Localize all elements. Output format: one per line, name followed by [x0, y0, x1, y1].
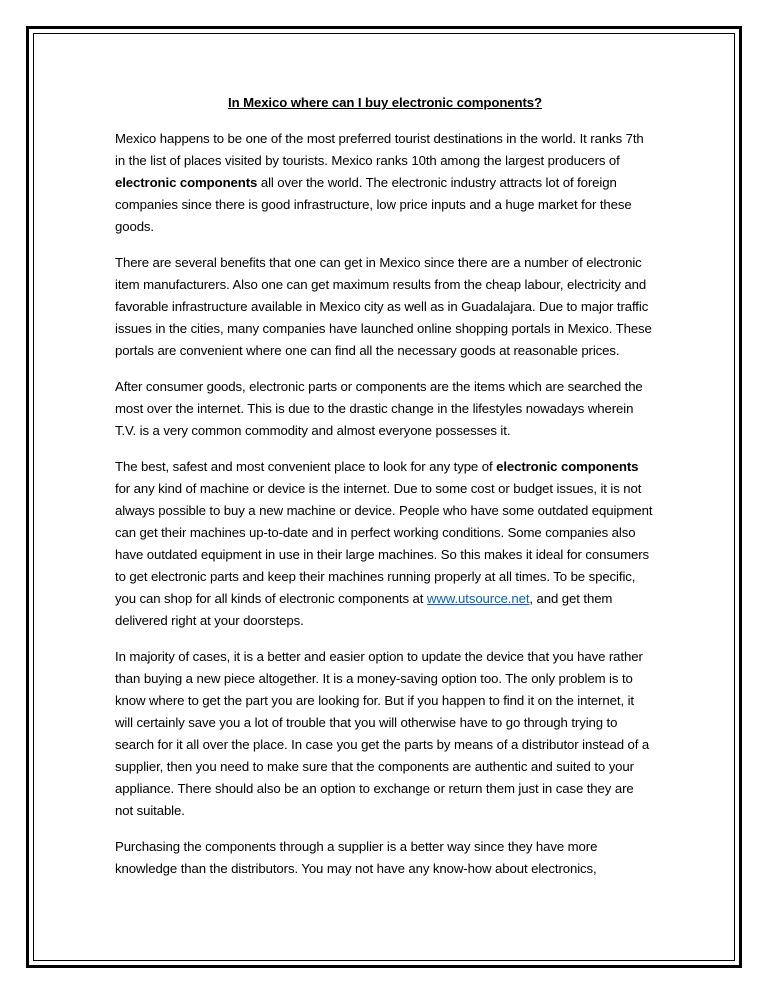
paragraph-1-text-before: Mexico happens to be one of the most preferred tourist destinations in the world. It ranks 7th in the list of places visited by tourists. Mexico ranks 10th among the largest producers of — [115, 131, 644, 168]
paragraph-2: There are several benefits that one can get in Mexico since there are a number of electronic item manufacturers. Also one can get maximum results from the cheap labour, electricity and favorable infrastructure available in Mexico city as well as in Guadalajara. Due to major traffic issues in the cities, many companies have launched online shopping portals in Mexico. These portals are convenient where one can find all the necessary goods at reasonable prices. — [115, 255, 652, 358]
paragraph-4 — [115, 456, 655, 632]
paragraph-3: After consumer goods, electronic parts or components are the items which are searched the most over the internet. This is due to the drastic change in the lifestyles nowadays wherein T.V. is a very common commodity and almost everyone possesses it. — [115, 379, 643, 438]
document-title: In Mexico where can I buy electronic components? — [228, 95, 542, 110]
document-body — [115, 92, 655, 894]
paragraph-1-text-after: all over the world. The electronic industry attracts lot of foreign companies since there is good infrastructure, low price inputs and a huge market for these goods. — [115, 175, 632, 234]
paragraph-4-text-after: , and get them delivered right at your doorsteps. — [115, 591, 613, 628]
paragraph-4-bold-keyword: electronic components — [496, 459, 639, 474]
paragraph-5: In majority of cases, it is a better and easier option to update the device that you have rather than buying a new piece altogether. It is a money-saving option too. The only problem is to know where to get the part you are looking for. But if you happen to find it on the internet, it will certainly save you a lot of trouble that you will otherwise have to go through trying to search for it all over the place. In case you get the parts by means of a distributor instead of a supplier, then you need to make sure that the components are authentic and suited to your appliance. There should also be an option to exchange or return them just in case they are not suitable. — [115, 649, 650, 818]
paragraph-4-text-before: The best, safest and most convenient place to look for any type of — [115, 459, 497, 474]
paragraph-4-text-middle: for any kind of machine or device is the internet. Due to some cost or budget issues, it is not always possible to buy a new machine or device. People who have some outdated equipment can get their machines up-to-date and in perfect working conditions. Some companies also have outdated equipment in use in their large machines. So this makes it ideal for consumers to get electronic parts and keep their machines running properly at all times. To be specific, you can shop for all kinds of electronic components at — [115, 481, 653, 606]
paragraph-1-bold-keyword: electronic components — [115, 175, 258, 190]
paragraph-6: Purchasing the components through a supplier is a better way since they have more knowledge than the distributors. You may not have any know-how about electronics, — [115, 839, 598, 876]
paragraph-1 — [115, 128, 655, 238]
utsource-link[interactable]: www.utsource.net — [426, 591, 530, 606]
